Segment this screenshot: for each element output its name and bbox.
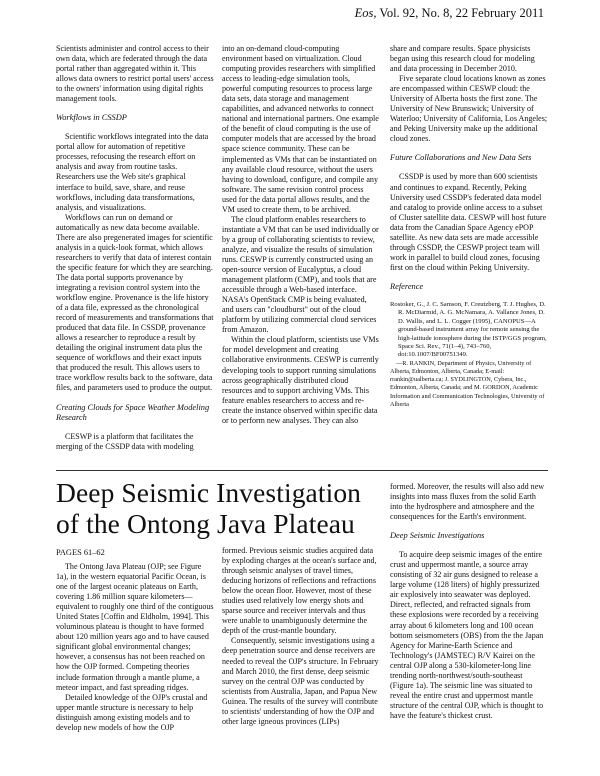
bottom-article-column-3 [390, 482, 548, 721]
section-heading-clouds: Creating Clouds for Space Weather Modeling Research [56, 402, 210, 422]
paragraph: The Ontong Java Plateau (OJP; see Figure 1a), in the western equatorial Pacific Ocean, is one of the largest oceanic plateaus on Earth, covering 1.86 million square kilometers—equivalent to roughly one third of the contiguous United States [Coffin and Eldholm, 1994]. This voluminous plateau is thought to have formed about 120 million years ago and to have caused significant global environmental changes; however, a consensus has not been reached on how the OJP formed. Competing theories include formation through a mantle plume, a meteor impact, and fast spreading ridges. [56, 562, 214, 692]
paragraph: formed. Moreover, the results will also add new insights into mass fluxes from the solid Earth into the hydrosphere and atmosphere and the consequences for the Earth's environment. [390, 482, 545, 522]
article-title: Deep Seismic Investigation of the Ontong Java Plateau [56, 477, 362, 539]
journal-name: Eos, [354, 6, 377, 20]
bottom-article-column-2 [222, 546, 380, 727]
article-divider [56, 470, 548, 471]
issue-info: Vol. 92, No. 8, 22 February 2011 [379, 6, 544, 20]
top-article-column-3 [390, 44, 548, 409]
reference-list [390, 301, 548, 409]
top-article-column-2 [222, 44, 380, 426]
paragraph: CESWP is a platform that facilitates the merging of the CSSDP data with modeling [56, 431, 194, 451]
paragraph: CSSDP is used by more than 600 scientists and continues to expand. Recently, Peking University used CSSDP's federated data model and catalog to provide online access to a subset of Cluster satellite data. CESWP will host future data from the Canadian Space Agency ePOP satellite. As new data sets are made accessible through CSSDP, the CESWP project team will work in parallel to build cloud zones, focusing first on the cloud within Peking University. [390, 172, 547, 272]
running-head [355, 6, 544, 21]
author-affiliations: —R. RANKIN, Department of Physics, University of Alberta, Edmonton, Alberta, Canada; E-mail: rrankin@ualberta.ca; J. SYDLINGTON, Cybera, Inc., Edmonton, Alberta, Canada; and M. GORDON, Academic Information and Communication Technologies, University of Alberta [390, 359, 545, 408]
reference-entry: Rostoker, G., J. C. Samson, F. Creutzberg, T. J. Hughes, D. R. McDiarmid, A. G. McNamara, A. Vallance Jones, D. D. Wallis, and L. L. Cogger (1995), CANOPUS—A ground-based instrument array for remote sensing the high-latitude ionosphere during the ISTP/GGS program, Space Sci. Rev., 71(1–4), 743–760, doi:10.1007/BF00751349. [390, 300, 547, 359]
paragraph: Scientific workflows integrated into the data portal allow for automation of repetitive processes, refocusing the research effort on analysis and away from routine tasks. Researchers use the Web site's graphical interface to build, save, share, and reuse workflows, including data transformations, analysis, and visualizations. [56, 132, 209, 212]
paragraph: Scientists administer and control access to their own data, which are federated through the data portal rather than aggregated within it. This allows data owners to restrict portal users' access to the owners' information using digital rights management tools. [56, 44, 214, 104]
paragraph: share and compare results. Space physicists began using this research cloud for modeling and data processing in December 2010. [390, 44, 535, 74]
paragraph: To acquire deep seismic images of the entire crust and uppermost mantle, a source array consisting of 32 air guns designed to release a large volume (128 liters) of highly pressurized air explosively into seawater was deployed. Direct, reflected, and refracted signals from these explosions were recorded by a receiving array about 6 kilometers long and 100 ocean bottom seismometers (OBS) from the the Japan Agency for Marine-Earth Science and Technology's (JAMSTEC) R/V Kairei on the central OJP along a 530-kilometer-long line trending north-northwest/south-southeast (Figure 1a). The seismic line was situated to reveal the entire crust and uppermost mantle structure of the central OJP, which is thought to have the feature's thickest crust. [390, 550, 544, 720]
bottom-article-column-1 [56, 562, 214, 733]
section-heading-deep-seismic: Deep Seismic Investigations [390, 531, 485, 541]
paragraph: Detailed knowledge of the OJP's crustal and upper mantle structure is necessary to help distinguish among existing models and to develop new models of how the OJP [56, 692, 208, 732]
section-heading-reference: Reference [390, 281, 424, 291]
paragraph: Consequently, seismic investigations using a deep penetration source and dense receivers are needed to reveal the OJP's structure. In February and March 2010, the first dense, deep seismic survey on the central OJP was conducted by scientists from Australia, Japan, and Papua New Guinea. The results of the survey will contribute to scientists' understanding of how the OJP and other large igneous provinces (LIPs) [222, 636, 379, 726]
paragraph: Workflows can run on demand or automatically as new data become available. There are also pregenerated images for scientific analysis in a quick-look format, which allows researchers to verify that data of interest contain the specific feature for which they are searching. The data portal supports provenance by integrating a revision control system into the workflow engine. Provenance is the life history of a data file, expressed as the chronological record of measurements and transformations that produced that data file. In CSSDP, provenance allows a researcher to reproduce a result by detailing the original instrument data plus the sequence of workflows and their exact inputs that produced the result. This allows users to trace workflow results back to the software, data files, and parameters used to produce the output. [56, 212, 214, 393]
section-heading-future: Future Collaborations and New Data Sets [390, 153, 532, 163]
paragraph: Five separate cloud locations known as zones are encompassed within CESWP cloud: the University of Alberta hosts the first zone. The University of New Brunswick; University of Waterloo; University of California, Los Angeles; and Peking University make up the additional cloud zones. [390, 74, 548, 144]
page-range: PAGES 61–62 [56, 548, 105, 557]
paragraph: into an on-demand cloud-computing environment based on virtualization. Cloud computing provides researchers with simplified access to leading-edge simulation tools, powerful computing resources to process large data sets, data storage and management capabilities, and advanced networks to connect national and international partners. One example of the benefit of cloud computing is the use of computer models that are accessed by the broad space science community. These can be implemented as VMs that can be instantiated on any available cloud resource, without the users having to download, configure, and compile any software. The same revision control process used for the data portal allows results, and the VM used to create them, to be archived. [222, 44, 379, 214]
paragraph: Within the cloud platform, scientists use VMs for model development and creating collaborative environments. CESWP is currently developing tools to support running simulations across geographically distributed cloud resources and to support archiving VMs. This feature enables researchers to access and re-create the instance observed within specific data or to perform new analyses. They can also [222, 335, 379, 425]
paragraph: formed. Previous seismic studies acquired data by exploding charges at the ocean's surface and, through seismic analyses of travel times, deducing horizons of reflections and refractions below the ocean floor. However, most of these studies used relatively low energy shots and sparse source and receiver intervals and thus were unable to unambiguously determine the depth of the crust-mantle boundary. [222, 546, 377, 636]
paragraph: The cloud platform enables researchers to instantiate a VM that can be used individually or by a group of collaborating scientists to review, analyze, and visualize the results of simulation runs. CESWP is currently constructed using an open-source version of Eucalyptus, a cloud management platform (CMP), and tools that are accessible through a Web-based interface. NASA's OpenStack CMP is being evaluated, and users can "cloudburst" out of the cloud platform by utilizing commercial cloud services from Amazon. [222, 214, 379, 335]
top-article-column-1 [56, 44, 214, 452]
section-heading-workflows: Workflows in CSSDP [56, 113, 127, 123]
